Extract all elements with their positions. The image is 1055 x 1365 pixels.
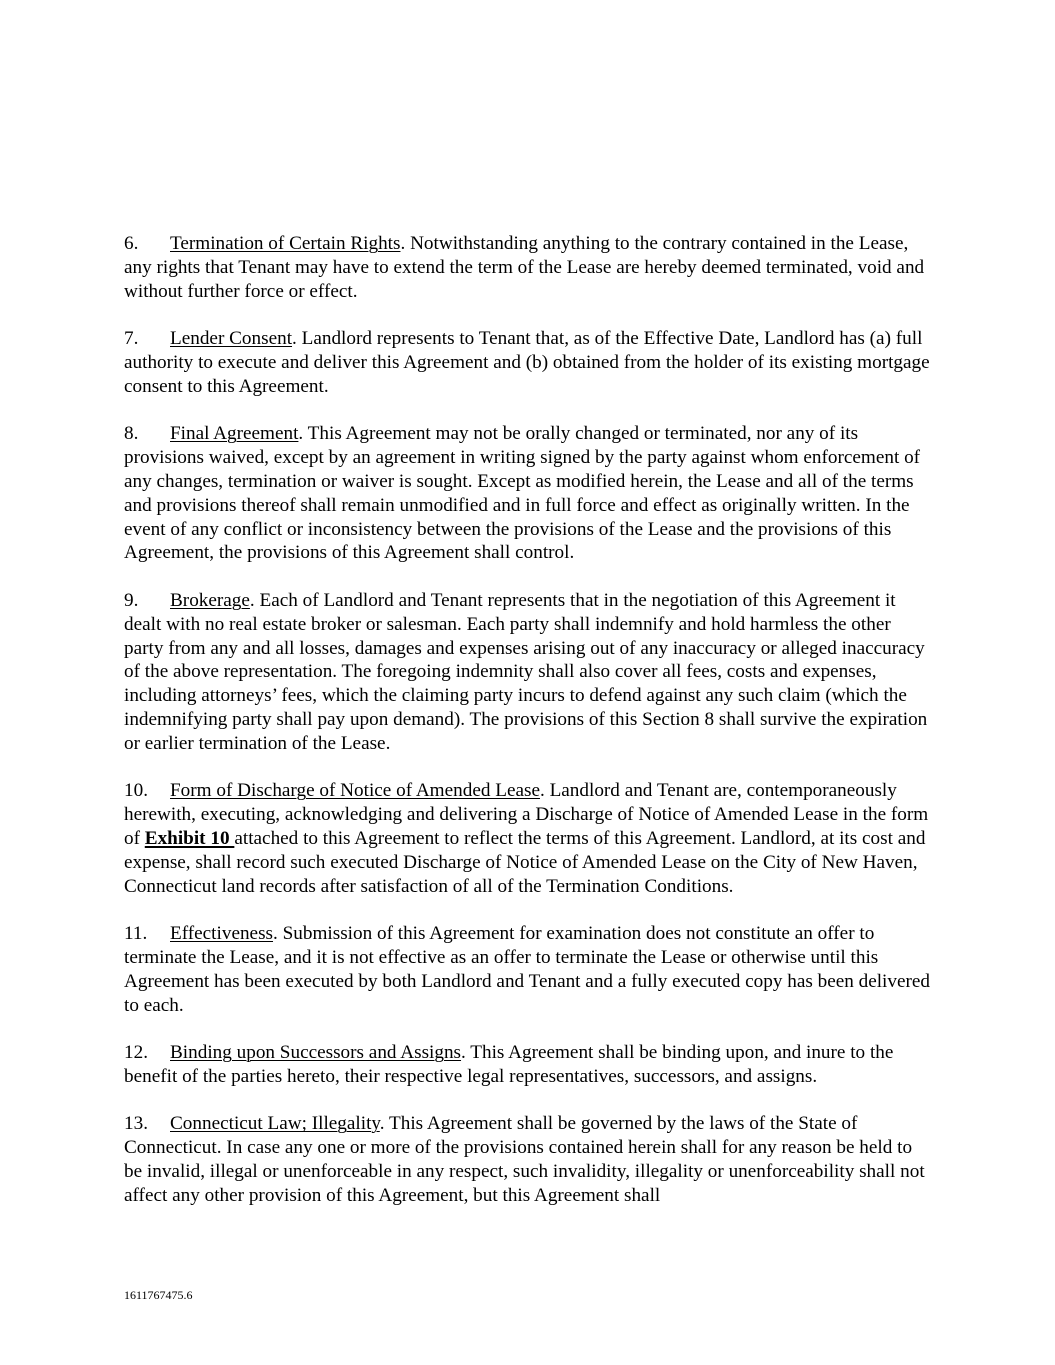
section-body: . This Agreement shall be governed by the laws of the State of Connecticut. In case any one or more of the provisions contained herein shall for any reason be held to be invalid, illegal or unenforceable in any respect, such invalidity, illegality or unenforceability shall not affect any other provision of this Agreement, but this Agreement shall <box>124 1113 925 1206</box>
section-number: 13. <box>124 1113 148 1135</box>
section-body-after: attached to this Agreement to reflect the terms of this Agreement. Landlord, at its cost and expense, shall record such executed Discharge of Notice of Amended Lease on the City of New Haven, Connecticut land records after satisfaction of all of the Termination Conditions. <box>124 827 926 897</box>
section-body: . Each of Landlord and Tenant represents that in the negotiation of this Agreement it dealt with no real estate broker or salesman. Each party shall indemnify and hold harmless the other party from any and all losses, damages and expenses arising out of any inaccuracy or alleged inaccuracy of the above representation. The foregoing indemnity shall also cover all fees, costs and expenses, including attorneys’ fees, which the claiming party incurs to defend against any such claim (which the indemnifying party shall pay upon demand). The provisions of this Section 8 shall survive the expiration or earlier termination of the Lease. <box>124 589 928 754</box>
section-body: . This Agreement may not be orally changed or terminated, nor any of its provisions waived, except by an agreement in writing signed by the party against whom enforcement of any changes, termination or waiver is sought. Except as modified herein, the Lease and all of the terms and provisions thereof shall remain unmodified and in full force and effect as originally written. In the event of any conflict or inconsistency between the provisions of the Lease and the provisions of this Agreement, the provisions of this Agreement shall control. <box>124 423 921 564</box>
section-body: . This Agreement shall be binding upon, and inure to the benefit of the parties hereto, their respective legal representatives, successors, and assigns. <box>124 1042 894 1087</box>
section-body: . Landlord represents to Tenant that, as of the Effective Date, Landlord has (a) full authority to execute and deliver this Agreement and (b) obtained from the holder of its existing mortgage consent to this Agreement. <box>124 328 930 397</box>
section-13 <box>124 1112 934 1207</box>
section-heading: Termination of Certain Rights <box>170 233 401 254</box>
document-id-footer: 1611767475.6 <box>124 1288 193 1302</box>
section-number: 8. <box>124 423 139 445</box>
section-8 <box>124 422 934 565</box>
section-heading: Brokerage <box>170 589 250 611</box>
section-number: 6. <box>124 233 139 254</box>
section-6 <box>124 232 934 303</box>
section-heading: Final Agreement <box>170 423 299 445</box>
section-9 <box>124 589 934 756</box>
document-body <box>124 232 934 1231</box>
section-number: 12. <box>124 1042 148 1064</box>
section-heading: Binding upon Successors and Assigns <box>170 1042 462 1064</box>
section-number: 11. <box>124 923 148 945</box>
section-number: 9. <box>124 589 139 611</box>
section-body: . Notwithstanding anything to the contrary contained in the Lease, any rights that Tenant may have to extend the term of the Lease are hereby deemed terminated, void and without further force or effect. <box>124 233 925 302</box>
section-heading: Connecticut Law; Illegality <box>170 1113 380 1135</box>
section-12 <box>124 1041 934 1089</box>
section-body: . Submission of this Agreement for examination does not constitute an offer to terminate the Lease, and it is not effective as an offer to terminate the Lease or otherwise until this Agreement has been executed by both Landlord and Tenant and a fully executed copy has been delivered to each. <box>124 923 930 1016</box>
section-7 <box>124 327 934 398</box>
section-heading: Effectiveness <box>170 923 274 945</box>
section-number: 10. <box>124 780 148 802</box>
section-heading: Lender Consent <box>170 328 293 350</box>
section-number: 7. <box>124 328 139 350</box>
section-body-before: . Landlord and Tenant are, contemporaneously herewith, executing, acknowledging and delivering a Discharge of Notice of Amended Lease in the form of <box>124 780 929 849</box>
section-11 <box>124 922 934 1017</box>
section-heading: Form of Discharge of Notice of Amended Lease <box>170 780 540 802</box>
section-10 <box>124 779 934 898</box>
exhibit-reference: Exhibit 10 <box>144 827 235 849</box>
